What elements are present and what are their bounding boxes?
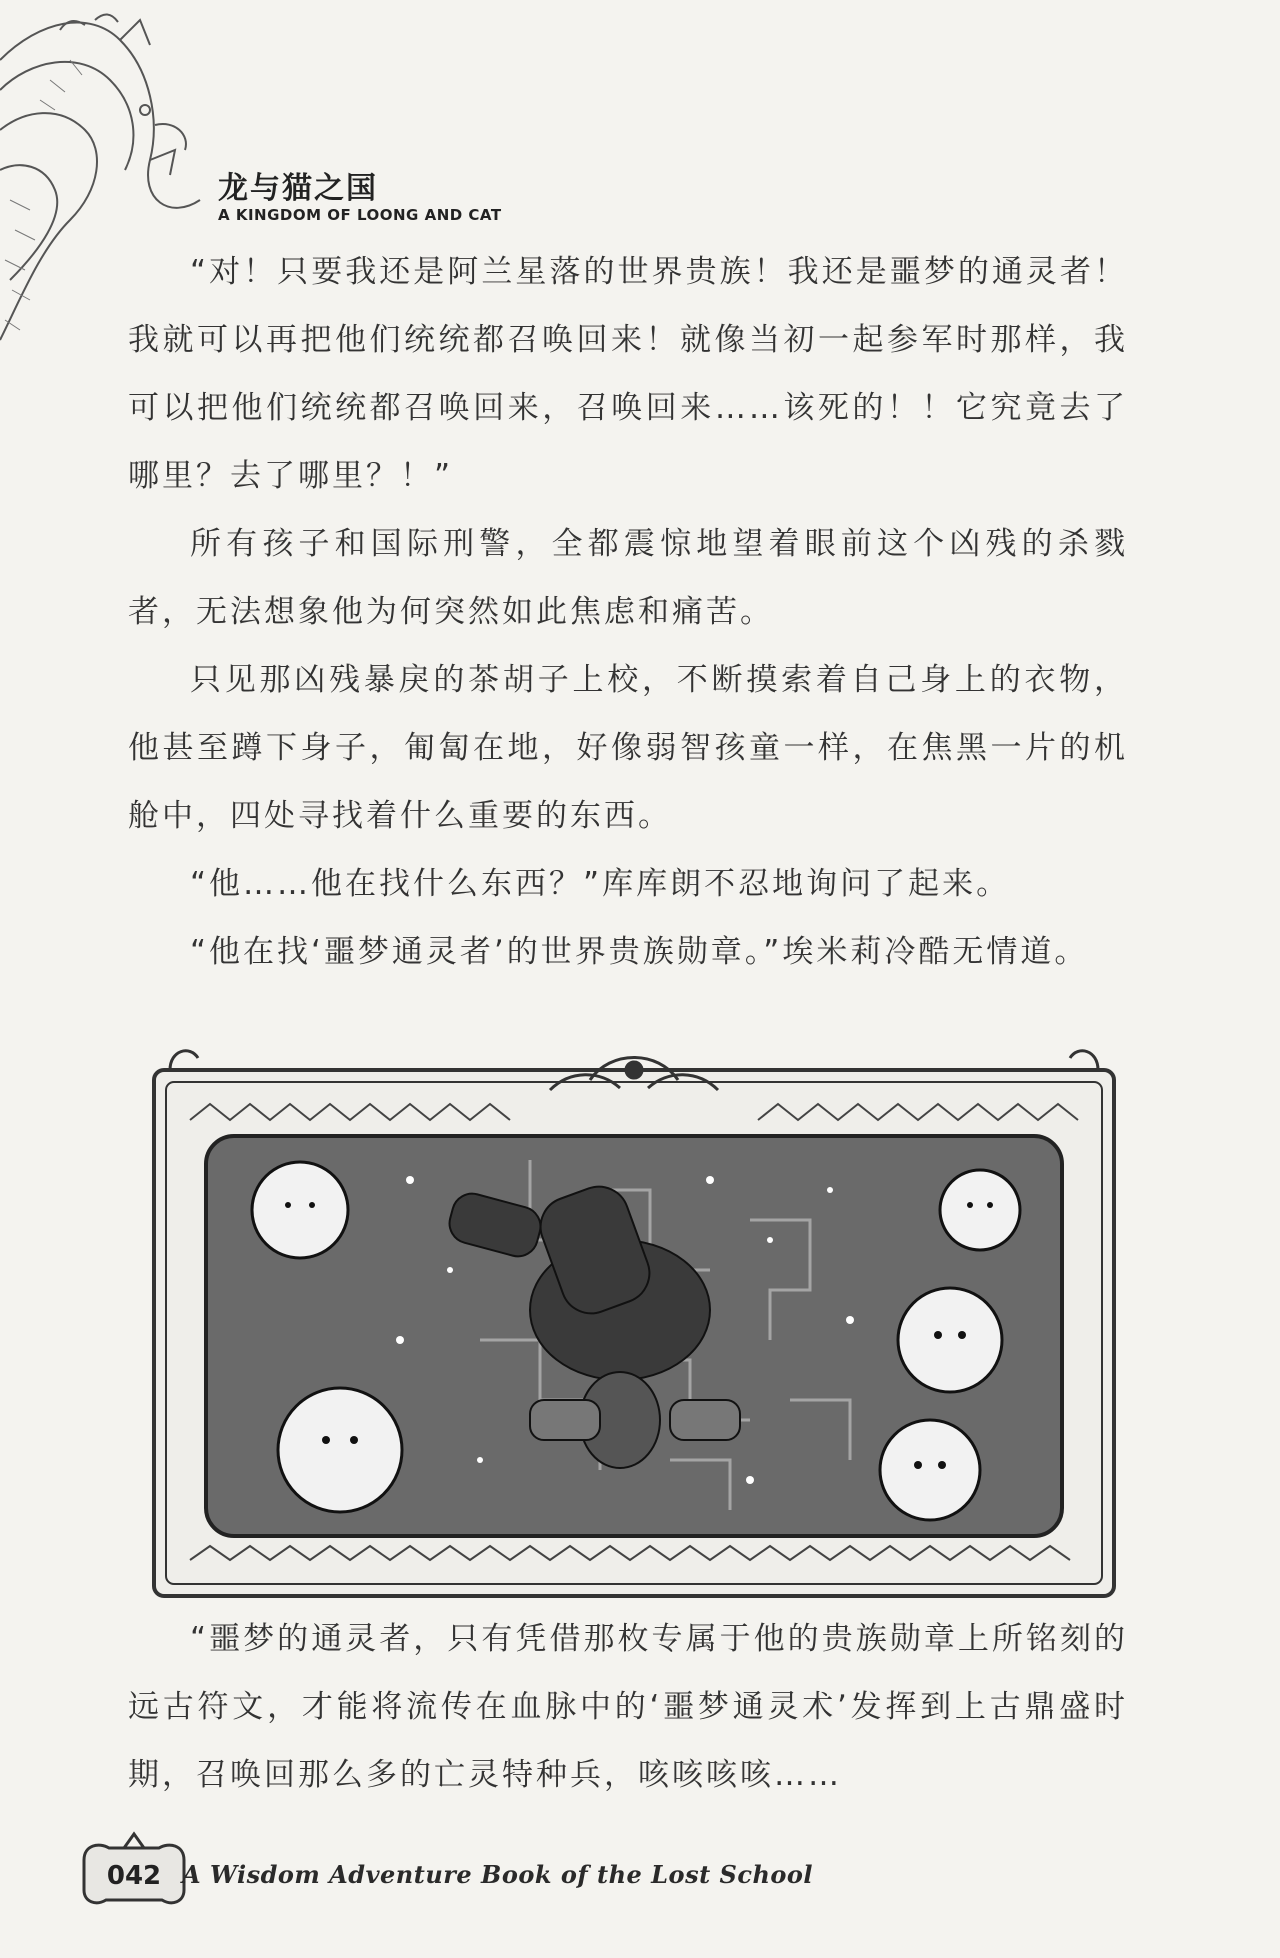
manga-illustration (150, 1040, 1118, 1600)
body-text-top (128, 238, 1128, 986)
paragraph: “他……他在找什么东西？”库库朗不忍地询问了起来。 (190, 866, 1011, 902)
running-header (218, 172, 502, 224)
paragraph: “噩梦的通灵者，只有凭借那枚专属于他的贵族勋章上所铭刻的远古符文，才能将流传在血脉中的‘噩梦通灵术’发挥到上古鼎盛时期，召唤回那么多的亡灵特种兵，咳咳咳咳…… (128, 1621, 1128, 1793)
paragraph: 所有孩子和国际刑警，全都震惊地望着眼前这个凶残的杀戮者，无法想象他为何突然如此焦虑和痛苦。 (128, 526, 1128, 630)
page-number-badge-icon (74, 1820, 194, 1910)
paragraph: “他在找‘噩梦通灵者’的世界贵族勋章。”埃米莉冷酷无情道。 (190, 934, 1089, 970)
header-title-cn: 龙与猫之国 (218, 171, 378, 206)
body-text-bottom (128, 1605, 1128, 1809)
page-number: 042 (106, 1861, 162, 1891)
header-title-en: A KINGDOM OF LOONG AND CAT (218, 206, 502, 224)
footer-series-title: A Wisdom Adventure Book of the Lost School (182, 1860, 814, 1889)
paragraph: 只见那凶残暴戾的茶胡子上校，不断摸索着自己身上的衣物，他甚至蹲下身子，匍匐在地，好像弱智孩童一样，在焦黑一片的机舱中，四处寻找着什么重要的东西。 (128, 662, 1128, 834)
paragraph: “对！只要我还是阿兰星落的世界贵族！我还是噩梦的通灵者！我就可以再把他们统统都召唤回来！就像当初一起参军时那样，我可以把他们统统都召唤回来，召唤回来……该死的！！它究竟去了哪里？去了哪里？！” (128, 254, 1128, 494)
